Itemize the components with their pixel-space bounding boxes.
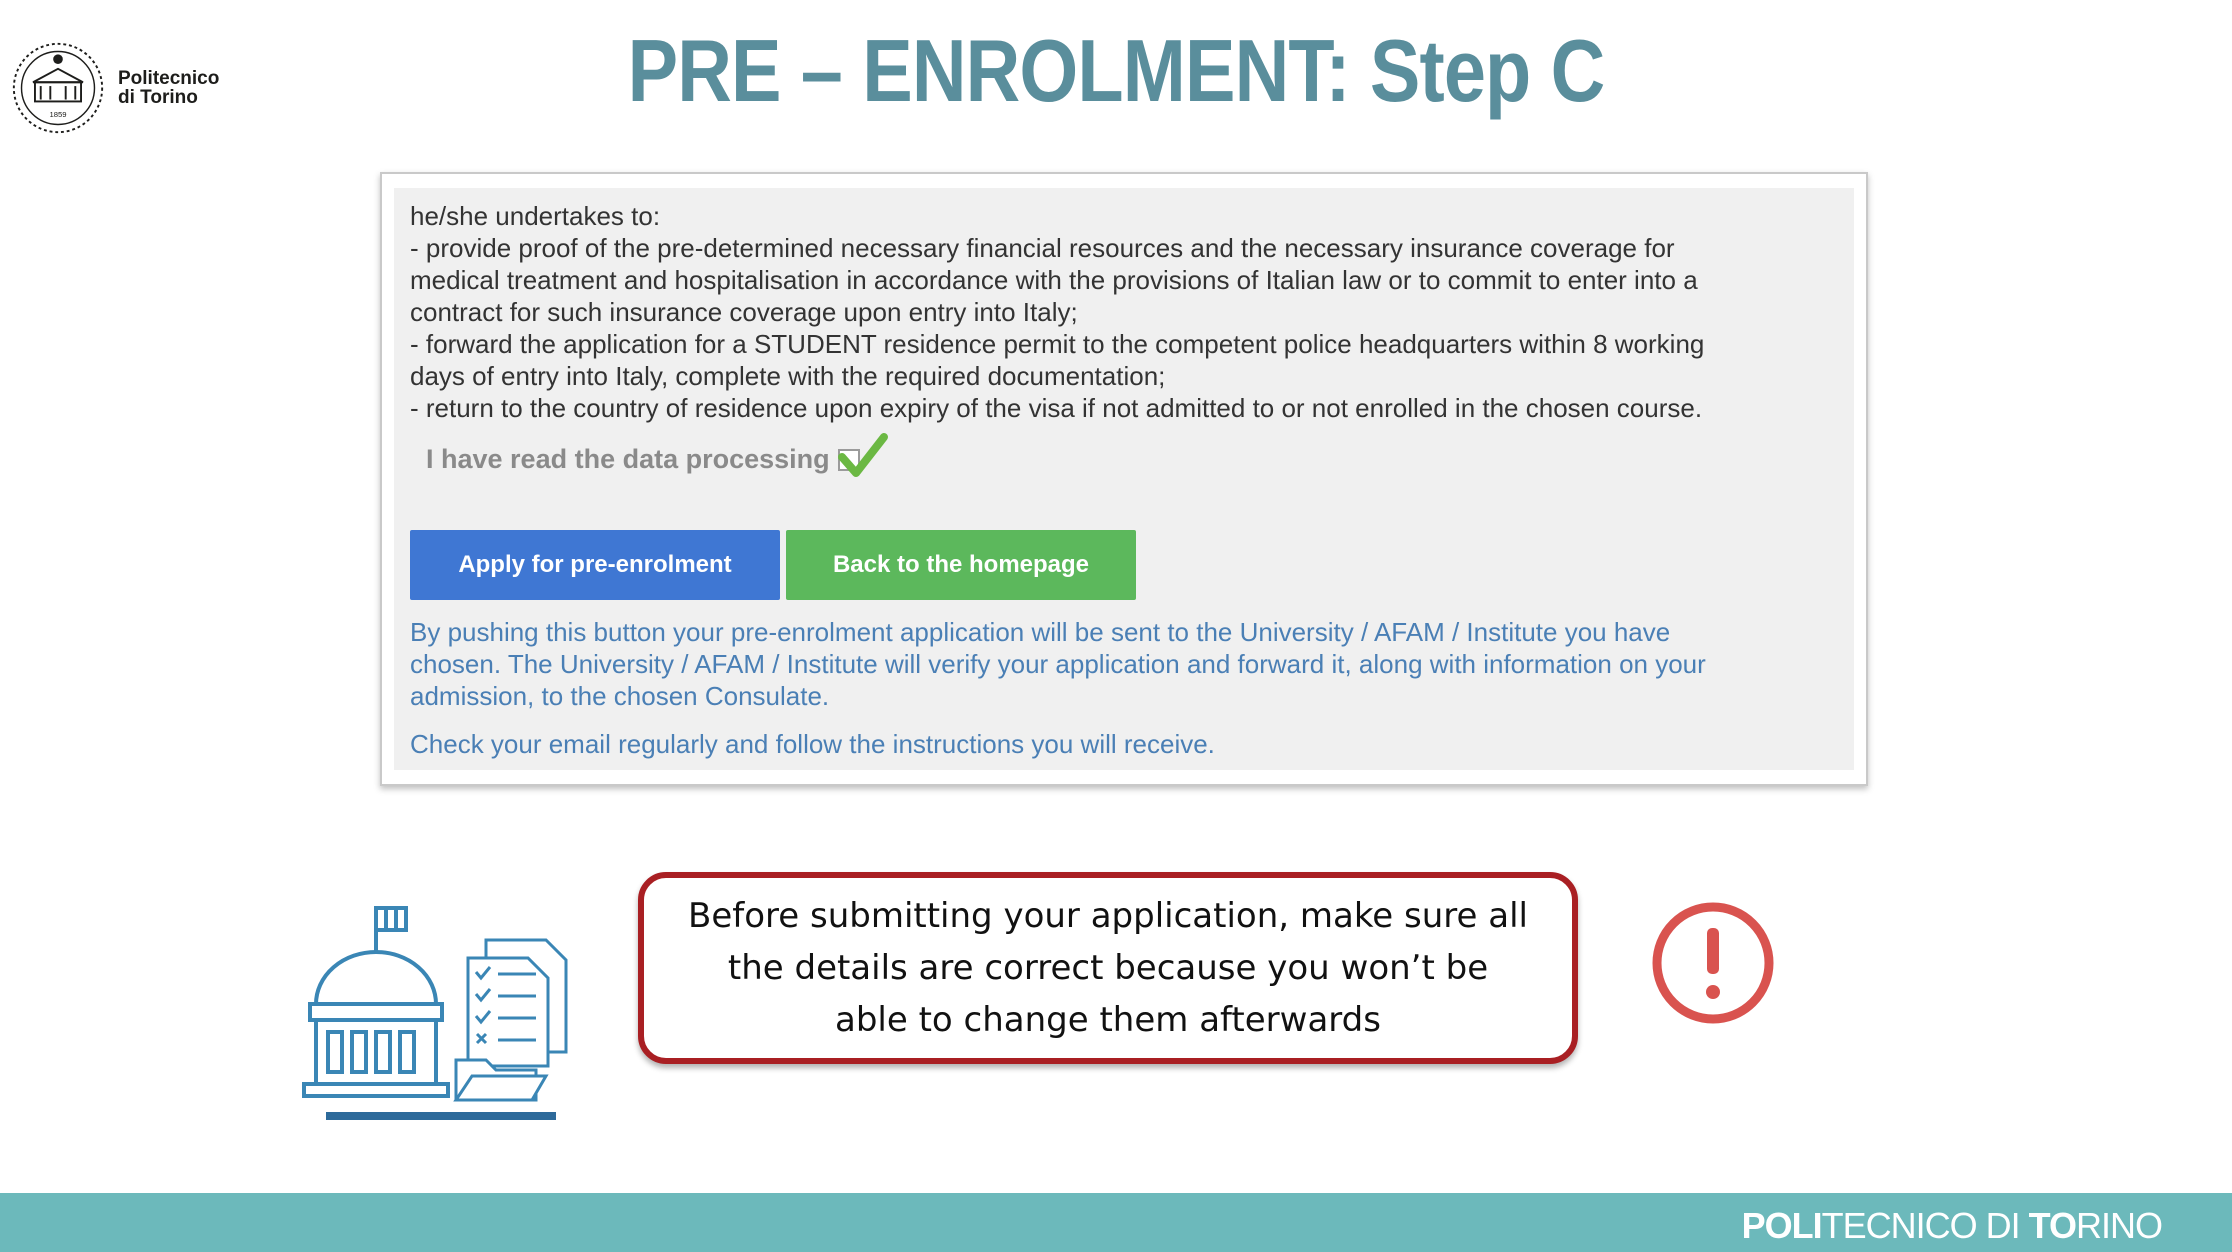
- undertakings-line: - provide proof of the pre-determined necessary financial resources and the necessary insurance coverage for: [410, 233, 1675, 263]
- apply-pre-enrolment-button[interactable]: Apply for pre-enrolment: [410, 530, 780, 600]
- info-line: chosen. The University / AFAM / Institute will verify your application and forward it, along with information on your: [410, 649, 1706, 679]
- form-screenshot: [380, 172, 1868, 786]
- undertakings-line: days of entry into Italy, complete with the required documentation;: [410, 361, 1166, 391]
- undertakings-line: medical treatment and hospitalisation in accordance with the provisions of Italian law or to commit to enter into a: [410, 265, 1698, 295]
- warning-line: able to change them afterwards: [835, 1000, 1381, 1040]
- info-text: [410, 616, 1850, 760]
- footer-regular-2: RINO: [2076, 1205, 2162, 1246]
- back-to-homepage-button[interactable]: Back to the homepage: [786, 530, 1136, 600]
- warning-line: Before submitting your application, make sure all: [688, 896, 1528, 936]
- footer-regular-1: TECNICO DI: [1821, 1205, 2029, 1246]
- footer-brand: [1742, 1205, 2162, 1247]
- university-documents-illustration: [296, 880, 636, 1140]
- politecnico-seal-icon: [10, 40, 106, 136]
- undertakings-line: he/she undertakes to:: [410, 201, 661, 231]
- page-title: PRE – ENROLMENT: Step C: [627, 21, 1605, 120]
- logo-line-2: di Torino: [118, 87, 198, 108]
- form-panel: [394, 188, 1854, 770]
- footer-bold-1: POLI: [1741, 1205, 1822, 1246]
- consent-checkbox[interactable]: [838, 449, 860, 471]
- footer-bold-2: TO: [2028, 1205, 2076, 1246]
- illustration-underline: [326, 1112, 556, 1120]
- warning-line: the details are correct because you won’t be: [727, 948, 1489, 988]
- footer-bar: [0, 1193, 2232, 1252]
- undertakings-text: [410, 200, 1830, 424]
- checklist-documents-icon: [456, 940, 566, 1100]
- undertakings-line: contract for such insurance coverage upon entry into Italy;: [410, 297, 1078, 327]
- info-line: By pushing this button your pre-enrolment application will be sent to the University / AFAM / Institute you have: [410, 617, 1671, 647]
- alert-exclamation-icon: [1650, 900, 1776, 1026]
- checkmark-icon: [836, 429, 890, 483]
- data-processing-consent[interactable]: [426, 444, 860, 475]
- info-line: admission, to the chosen Consulate.: [410, 681, 830, 711]
- email-note: Check your email regularly and follow the instructions you will receive.: [410, 729, 1215, 759]
- university-building-icon: [304, 908, 448, 1096]
- seal-year: 1859: [49, 109, 67, 119]
- warning-callout: [638, 872, 1578, 1064]
- undertakings-line: - forward the application for a STUDENT residence permit to the competent police headquarters within 8 working: [410, 329, 1705, 359]
- consent-label: I have read the data processing: [426, 444, 830, 474]
- logo-line-1: Politecnico: [118, 68, 220, 89]
- undertakings-line: - return to the country of residence upon expiry of the visa if not admitted to or not enrolled in the chosen course.: [410, 393, 1703, 423]
